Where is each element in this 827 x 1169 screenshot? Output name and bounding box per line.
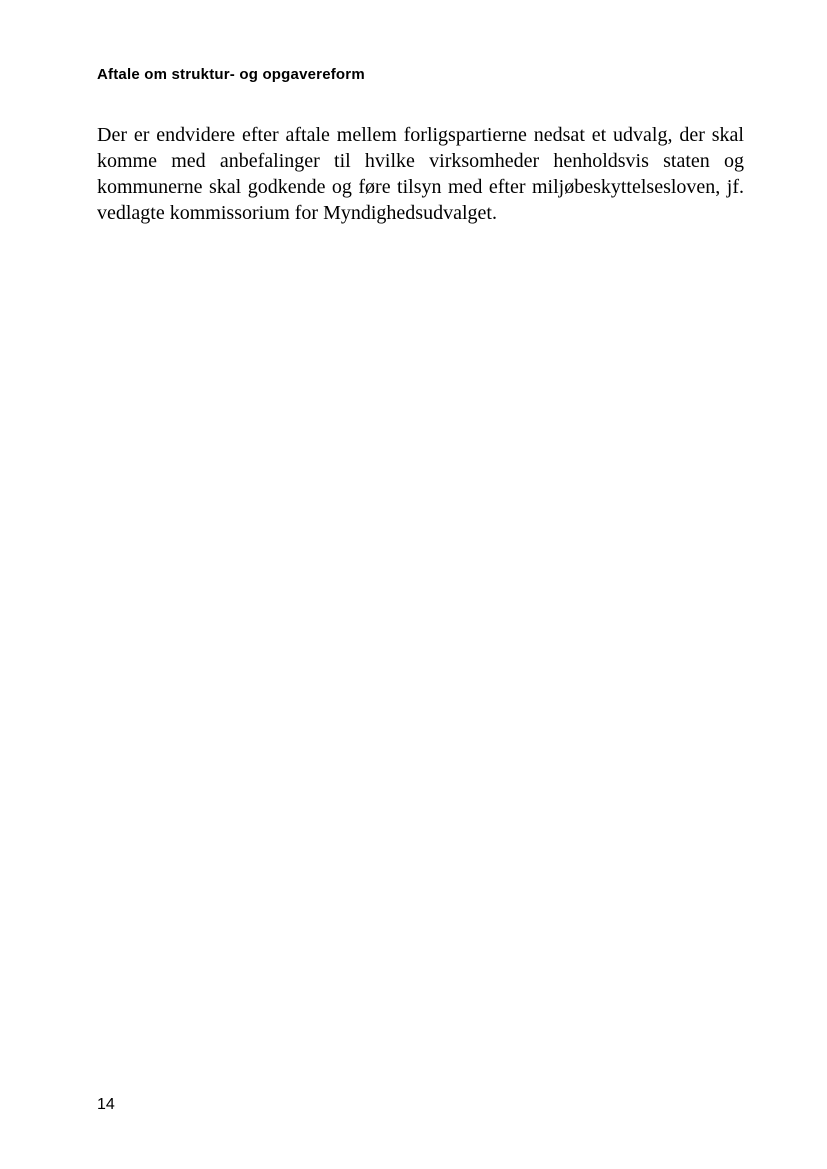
page-number: 14 (97, 1096, 115, 1113)
body-paragraph: Der er endvidere efter aftale mellem forligspartierne nedsat et udvalg, der skal komme med anbefalinger til hvilke virksomheder henholdsvis staten og kommunerne skal godkende og føre tilsyn med efter miljøbeskyttelsesloven, jf. vedlagte kommissorium for Myndighedsudvalget. (97, 124, 744, 224)
running-header: Aftale om struktur- og opgavereform (97, 66, 365, 83)
